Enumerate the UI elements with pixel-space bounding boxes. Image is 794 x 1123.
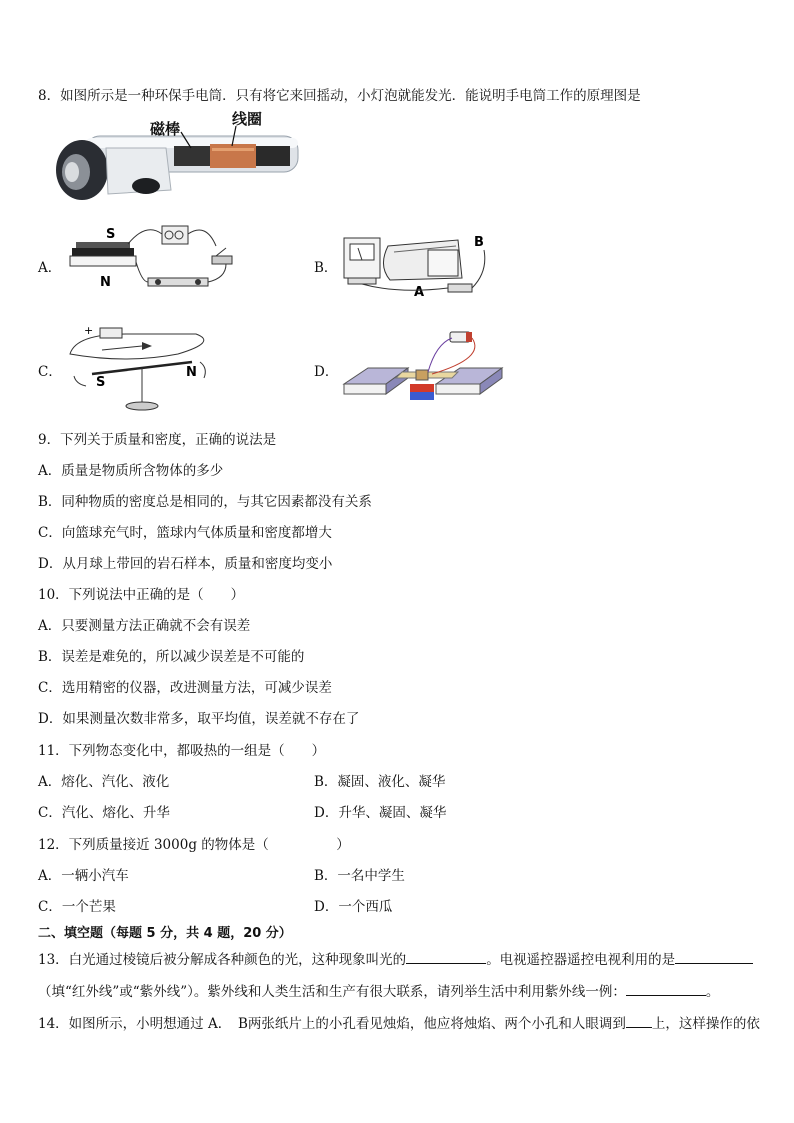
q8-option-d-label: D． — [314, 364, 339, 380]
q12-option-b: B．一名中学生 — [314, 868, 405, 884]
q11-option-a: A．熔化、汽化、液化 — [38, 774, 170, 790]
q13-line2b: 。 — [705, 984, 720, 1000]
q8-figure-a — [66, 222, 252, 298]
q8-option-a-label: A． — [38, 260, 62, 276]
q8-figure-b — [338, 222, 498, 300]
q12-stem: 12．下列质量接近 3000g 的物体是（ ） — [38, 837, 350, 853]
fig-c-n: N — [186, 365, 197, 380]
q14-part1: 14．如图所示，小明想通过 A． B两张纸片上的小孔看见烛焰，他应将烛焰、两个小孔和人眼调到 — [38, 1016, 626, 1032]
fig-b-b: B — [474, 235, 484, 250]
q13-part1: 13．白光通过棱镜后被分解成各种颜色的光，这种现象叫光的 — [38, 952, 407, 968]
q10-option-b: B．误差是难免的，所以减少误差是不可能的 — [38, 649, 305, 665]
fig-c-plus: + — [84, 324, 94, 337]
q10-stem: 10．下列说法中正确的是（ ） — [38, 587, 245, 603]
q13-blank-3[interactable] — [626, 983, 706, 996]
fig-b-a: A — [414, 285, 425, 300]
q8-option-b-label: B． — [314, 260, 338, 276]
fig-a-s: S — [106, 227, 116, 242]
q8-figure-d — [340, 328, 506, 408]
label-coil: 线圈 — [232, 110, 263, 128]
q12-option-c: C．一个芒果 — [38, 899, 116, 915]
q11-option-c: C．汽化、熔化、升华 — [38, 805, 170, 821]
q9-option-b: B．同种物质的密度总是相同的，与其它因素都没有关系 — [38, 494, 372, 510]
q9-option-c: C．向篮球充气时，篮球内气体质量和密度都增大 — [38, 525, 332, 541]
q8-stem: 8．如图所示是一种环保手电筒．只有将它来回摇动，小灯泡就能发光．能说明手电筒工作的原理图是 — [38, 88, 641, 104]
label-magnet: 磁棒 — [150, 120, 181, 138]
q12-option-d: D．一个西瓜 — [314, 899, 393, 915]
magnet-rod — [174, 146, 210, 166]
q14-line1 — [38, 1012, 760, 1032]
q9-option-a: A．质量是物质所含物体的多少 — [38, 463, 224, 479]
q11-option-b: B．凝固、液化、凝华 — [314, 774, 446, 790]
q13-line2a: （填“红外线”或“紫外线”）。紫外线和人类生活和生产有很大联系，请列举生活中利用紫外线一例： — [38, 984, 626, 1000]
flashlight-photo — [46, 108, 308, 206]
q13-line2 — [38, 980, 719, 1000]
fig-c-s: S — [96, 375, 106, 390]
q9-stem: 9．下列关于质量和密度，正确的说法是 — [38, 432, 277, 448]
q12-option-a: A．一辆小汽车 — [38, 868, 129, 884]
q8-option-c-label: C． — [38, 364, 62, 380]
q13-part2: 。电视遥控器遥控电视利用的是 — [486, 952, 676, 968]
q11-option-d: D．升华、凝固、凝华 — [314, 805, 447, 821]
fig-a-n: N — [100, 275, 111, 290]
q11-stem: 11．下列物态变化中，都吸热的一组是（ ） — [38, 743, 326, 759]
q10-option-d: D．如果测量次数非常多，取平均值，误差就不存在了 — [38, 711, 360, 727]
q13-blank-1[interactable] — [406, 951, 486, 964]
coil — [210, 144, 256, 168]
q13-blank-2[interactable] — [675, 951, 753, 964]
q10-option-c: C．选用精密的仪器，改进测量方法，可减少误差 — [38, 680, 332, 696]
q8-figure-c — [66, 320, 252, 414]
q13-line1 — [38, 948, 753, 968]
q14-part2: 上，这样操作的依 — [651, 1016, 760, 1032]
section-title-fill-in: 二、填空题（每题 5 分，共 4 题，20 分） — [38, 926, 292, 941]
q10-option-a: A．只要测量方法正确就不会有误差 — [38, 618, 251, 634]
q14-blank-1[interactable] — [626, 1015, 652, 1028]
q9-option-d: D．从月球上带回的岩石样本，质量和密度均变小 — [38, 556, 333, 572]
